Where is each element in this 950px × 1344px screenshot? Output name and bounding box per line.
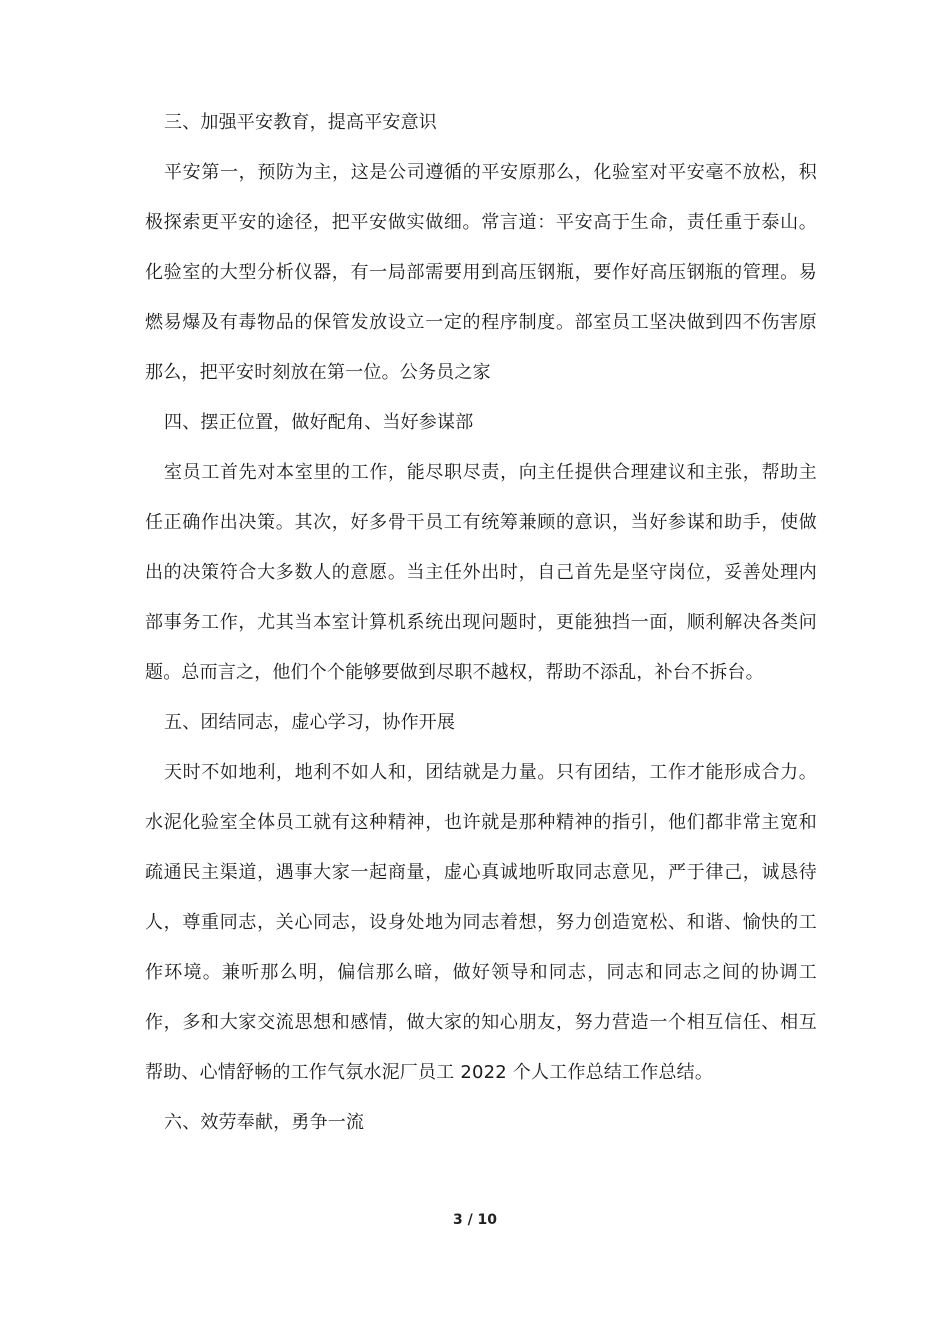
document-body xyxy=(145,98,817,1148)
section-heading-6: 六、效劳奉献，勇争一流 xyxy=(164,1112,365,1133)
paragraph-unity: 天时不如地利，地利不如人和，团结就是力量。只有团结，工作才能形成合力。水泥化验室全体员工就有这种精神，也许就是那种精神的指引，他们都非常主宽和疏通民主渠道，遇事大家一起商量，虚心真诚地听取同志意见，严于律己，诚恳待人，尊重同志，关心同志，设身处地为同志着想，努力创造宽松、和谐、愉快的工作环境。兼听那么明，偏信那么暗，做好领导和同志，同志和同志之间的协调工作，多和大家交流思想和感情，做大家的知心朋友，努力营造一个相互信任、相互帮助、心情舒畅的工作气氛水泥厂员工 2022 个人工作总结工作总结。 xyxy=(145,762,817,1083)
section-heading-5: 五、团结同志，虚心学习，协作开展 xyxy=(164,712,456,733)
page-number: 3 / 10 xyxy=(452,1212,498,1228)
section-heading-4: 四、摆正位置，做好配角、当好参谋部 xyxy=(164,412,474,433)
paragraph-position: 室员工首先对本室里的工作，能尽职尽责，向主任提供合理建议和主张，帮助主任正确作出决策。其次，好多骨干员工有统筹兼顾的意识，当好参谋和助手，使做出的决策符合大多数人的意愿。当主任外出时，自己首先是坚守岗位，妥善处理内部事务工作，尤其当本室计算机系统出现问题时，更能独挡一面，顺利解决各类问题。总而言之，他们个个能够要做到尽职不越权，帮助不添乱，补台不拆台。 xyxy=(145,462,817,683)
paragraph-safety: 平安第一，预防为主，这是公司遵循的平安原那么，化验室对平安毫不放松，积极探索更平安的途径，把平安做实做细。常言道：平安高于生命，责任重于泰山。化验室的大型分析仪器，有一局部需要用到高压钢瓶，要作好高压钢瓶的管理。易燃易爆及有毒物品的保管发放设立一定的程序制度。部室员工坚决做到四不伤害原那么，把平安时刻放在第一位。公务员之家 xyxy=(145,162,817,383)
section-heading-3: 三、加强平安教育，提高平安意识 xyxy=(164,112,437,133)
